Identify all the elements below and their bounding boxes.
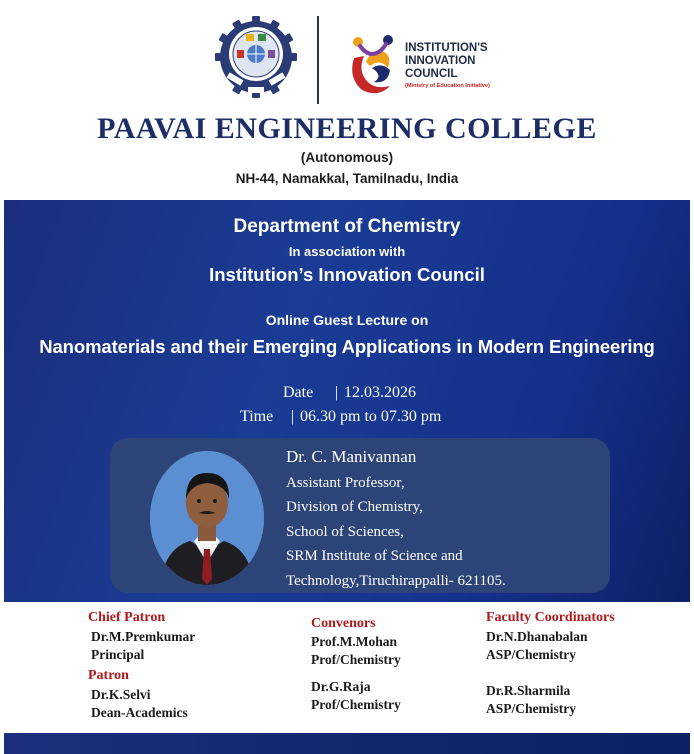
speaker-portrait-icon [150, 451, 264, 585]
iic-logo-text [405, 42, 525, 90]
patron-name: Dr.K.Selvi [91, 687, 151, 702]
convenors-role: Convenors [311, 616, 376, 631]
speaker-photo [150, 451, 264, 585]
time-label: Time [240, 408, 274, 425]
coordinator-designation: ASP/Chemistry [486, 647, 576, 662]
convenor-designation: Prof/Chemistry [311, 697, 401, 712]
speaker-name: Dr. C. Manivannan [286, 447, 417, 466]
college-address: NH-44, Namakkal, Tamilnadu, India [235, 171, 459, 186]
header [0, 0, 694, 200]
association-text: In association with [288, 244, 406, 259]
convenor-name: Dr.G.Raja [311, 679, 371, 694]
date-separator: | [335, 384, 339, 401]
college-status: (Autonomous) [300, 150, 394, 165]
iic-logo-subtitle: (Ministry of Education Initiative) [405, 83, 490, 89]
speaker-detail: School of Sciences, [286, 523, 404, 540]
iic-logo-line: INNOVATION [405, 55, 476, 67]
bottom-bar [4, 733, 690, 754]
convenor-name: Prof.M.Mohan [311, 634, 397, 649]
speaker-detail: Technology,Tiruchirappalli- 621105. [286, 572, 506, 589]
patron-role: Patron [88, 668, 129, 683]
iic-logo-line: INSTITUTION'S [405, 42, 488, 54]
speaker-detail: Assistant Professor, [286, 475, 405, 491]
date-value: 12.03.2026 [344, 384, 416, 401]
chief-patron-name: Dr.M.Premkumar [91, 629, 196, 644]
organizers-section [0, 602, 694, 754]
coordinator-name: Dr.R.Sharmila [486, 683, 571, 698]
iic-logo-line: COUNCIL [405, 68, 458, 80]
lecture-title: Nanomaterials and their Emerging Applications in Modern Engineering [39, 336, 655, 357]
lecture-type: Online Guest Lecture on [265, 312, 429, 328]
speaker-detail: Division of Chemistry, [286, 499, 423, 516]
council-name: Institution’s Innovation Council [209, 264, 485, 285]
chief-patron-role: Chief Patron [88, 610, 166, 625]
time-value: 06.30 pm to 07.30 pm [300, 408, 442, 425]
speaker-detail: SRM Institute of Science and [286, 548, 463, 565]
convenor-designation: Prof/Chemistry [311, 652, 401, 667]
logo-divider [317, 16, 319, 104]
date-label: Date [283, 384, 314, 401]
college-name: PAAVAI ENGINEERING COLLEGE [97, 112, 597, 145]
event-panel [4, 200, 690, 602]
patron-designation: Dean-Academics [91, 705, 188, 720]
coordinator-designation: ASP/Chemistry [486, 701, 576, 716]
time-separator: | [291, 408, 295, 425]
college-logo [213, 14, 299, 100]
iic-logo [344, 28, 402, 96]
coordinator-name: Dr.N.Dhanabalan [486, 629, 588, 644]
department-name: Department of Chemistry [233, 216, 461, 237]
faculty-coordinators-role: Faculty Coordinators [486, 610, 615, 625]
speaker-info [286, 446, 606, 593]
speaker-card [110, 438, 610, 593]
chief-patron-designation: Principal [91, 647, 145, 662]
